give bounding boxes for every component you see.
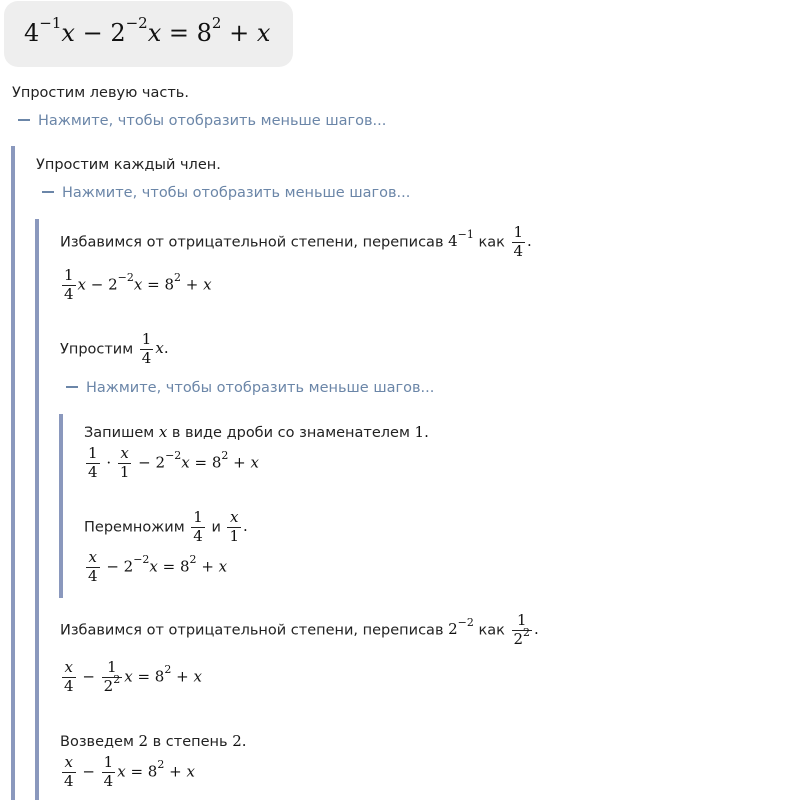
step-rewrite-negative-exp-2: Избавимся от отрицательной степени, переписав $2^{-2}$ как $\frac{1}{2^2}$ . — [60, 611, 539, 648]
step-simplify-left: Упростим левую часть. — [12, 85, 189, 101]
collapse-icon — [18, 119, 30, 121]
step-text-mid: в степень — [152, 734, 228, 750]
step-text-mid: в виде дроби со знаменателем — [171, 425, 410, 441]
step-d-result: $\frac{x}{4}$ − $\frac{1}{4}$ $x = 8^2 + x$ — [64, 753, 195, 790]
step-text: Возведем — [60, 734, 134, 750]
step-simplify-each: Упростим каждый член. — [36, 157, 221, 173]
step-rewrite-negative-exp-1: Избавимся от отрицательной степени, переписав $4^{-1}$ как $\frac{1}{4}$ . — [60, 223, 532, 260]
step-text: Запишем — [84, 425, 155, 441]
step-raise-power: Возведем 2 в степень 2. — [60, 732, 247, 750]
step-text: Избавимся от отрицательной степени, переписав — [60, 622, 444, 639]
step-text: Упростим — [60, 341, 134, 358]
step-multiply: Перемножим $\frac{1}{4}$ и $\frac{x}{1}$ . — [84, 508, 248, 545]
power-base: 2 — [138, 732, 149, 750]
header-equation: $4^{-1}x - 2^{-2}x = 8^2 + x$ — [24, 14, 271, 47]
step-text: Избавимся от отрицательной степени, переписав — [60, 234, 444, 251]
step-a-result: $\frac{1}{4}$ $x - 2^{-2}x = 8^2 + x$ — [64, 266, 212, 303]
power-exponent: 2 — [232, 732, 242, 750]
collapse-icon — [42, 191, 54, 193]
step-indent-bar — [35, 219, 39, 800]
toggle-steps-2[interactable] — [42, 185, 410, 201]
step-text-and: и — [211, 519, 221, 536]
step-c-result: $\frac{x}{4}$ − $\frac{1}{2^2}$ $x = 8^2 + x$ — [64, 658, 202, 695]
denominator-value: 1 — [414, 423, 425, 441]
toggle-steps-3[interactable] — [66, 380, 434, 396]
step-b1-result: $\frac{1}{4}$ · $\frac{x}{1}$ − $2^{-2}x = 8^2 + x$ — [88, 444, 259, 481]
step-b2-result: $\frac{x}{4}$ − $2^{-2}x = 8^2 + x$ — [88, 548, 228, 585]
step-indent-bar — [59, 414, 63, 598]
toggle-label: Нажмите, чтобы отобразить меньше шагов... — [38, 113, 387, 129]
toggle-label: Нажмите, чтобы отобразить меньше шагов... — [62, 185, 411, 201]
toggle-steps-1[interactable] — [18, 113, 386, 129]
step-text: Перемножим — [84, 519, 185, 536]
step-indent-bar — [11, 146, 15, 800]
step-write-as-fraction: Запишем x в виде дроби со знаменателем 1. — [84, 423, 429, 441]
toggle-label: Нажмите, чтобы отобразить меньше шагов... — [86, 380, 435, 396]
step-text-kak: как — [478, 622, 505, 639]
equation-header — [4, 1, 293, 67]
step-simplify-quarter-x: Упростим $\frac{1}{4}$ x. — [60, 330, 169, 367]
step-text-kak: как — [478, 234, 505, 251]
collapse-icon — [66, 386, 78, 388]
